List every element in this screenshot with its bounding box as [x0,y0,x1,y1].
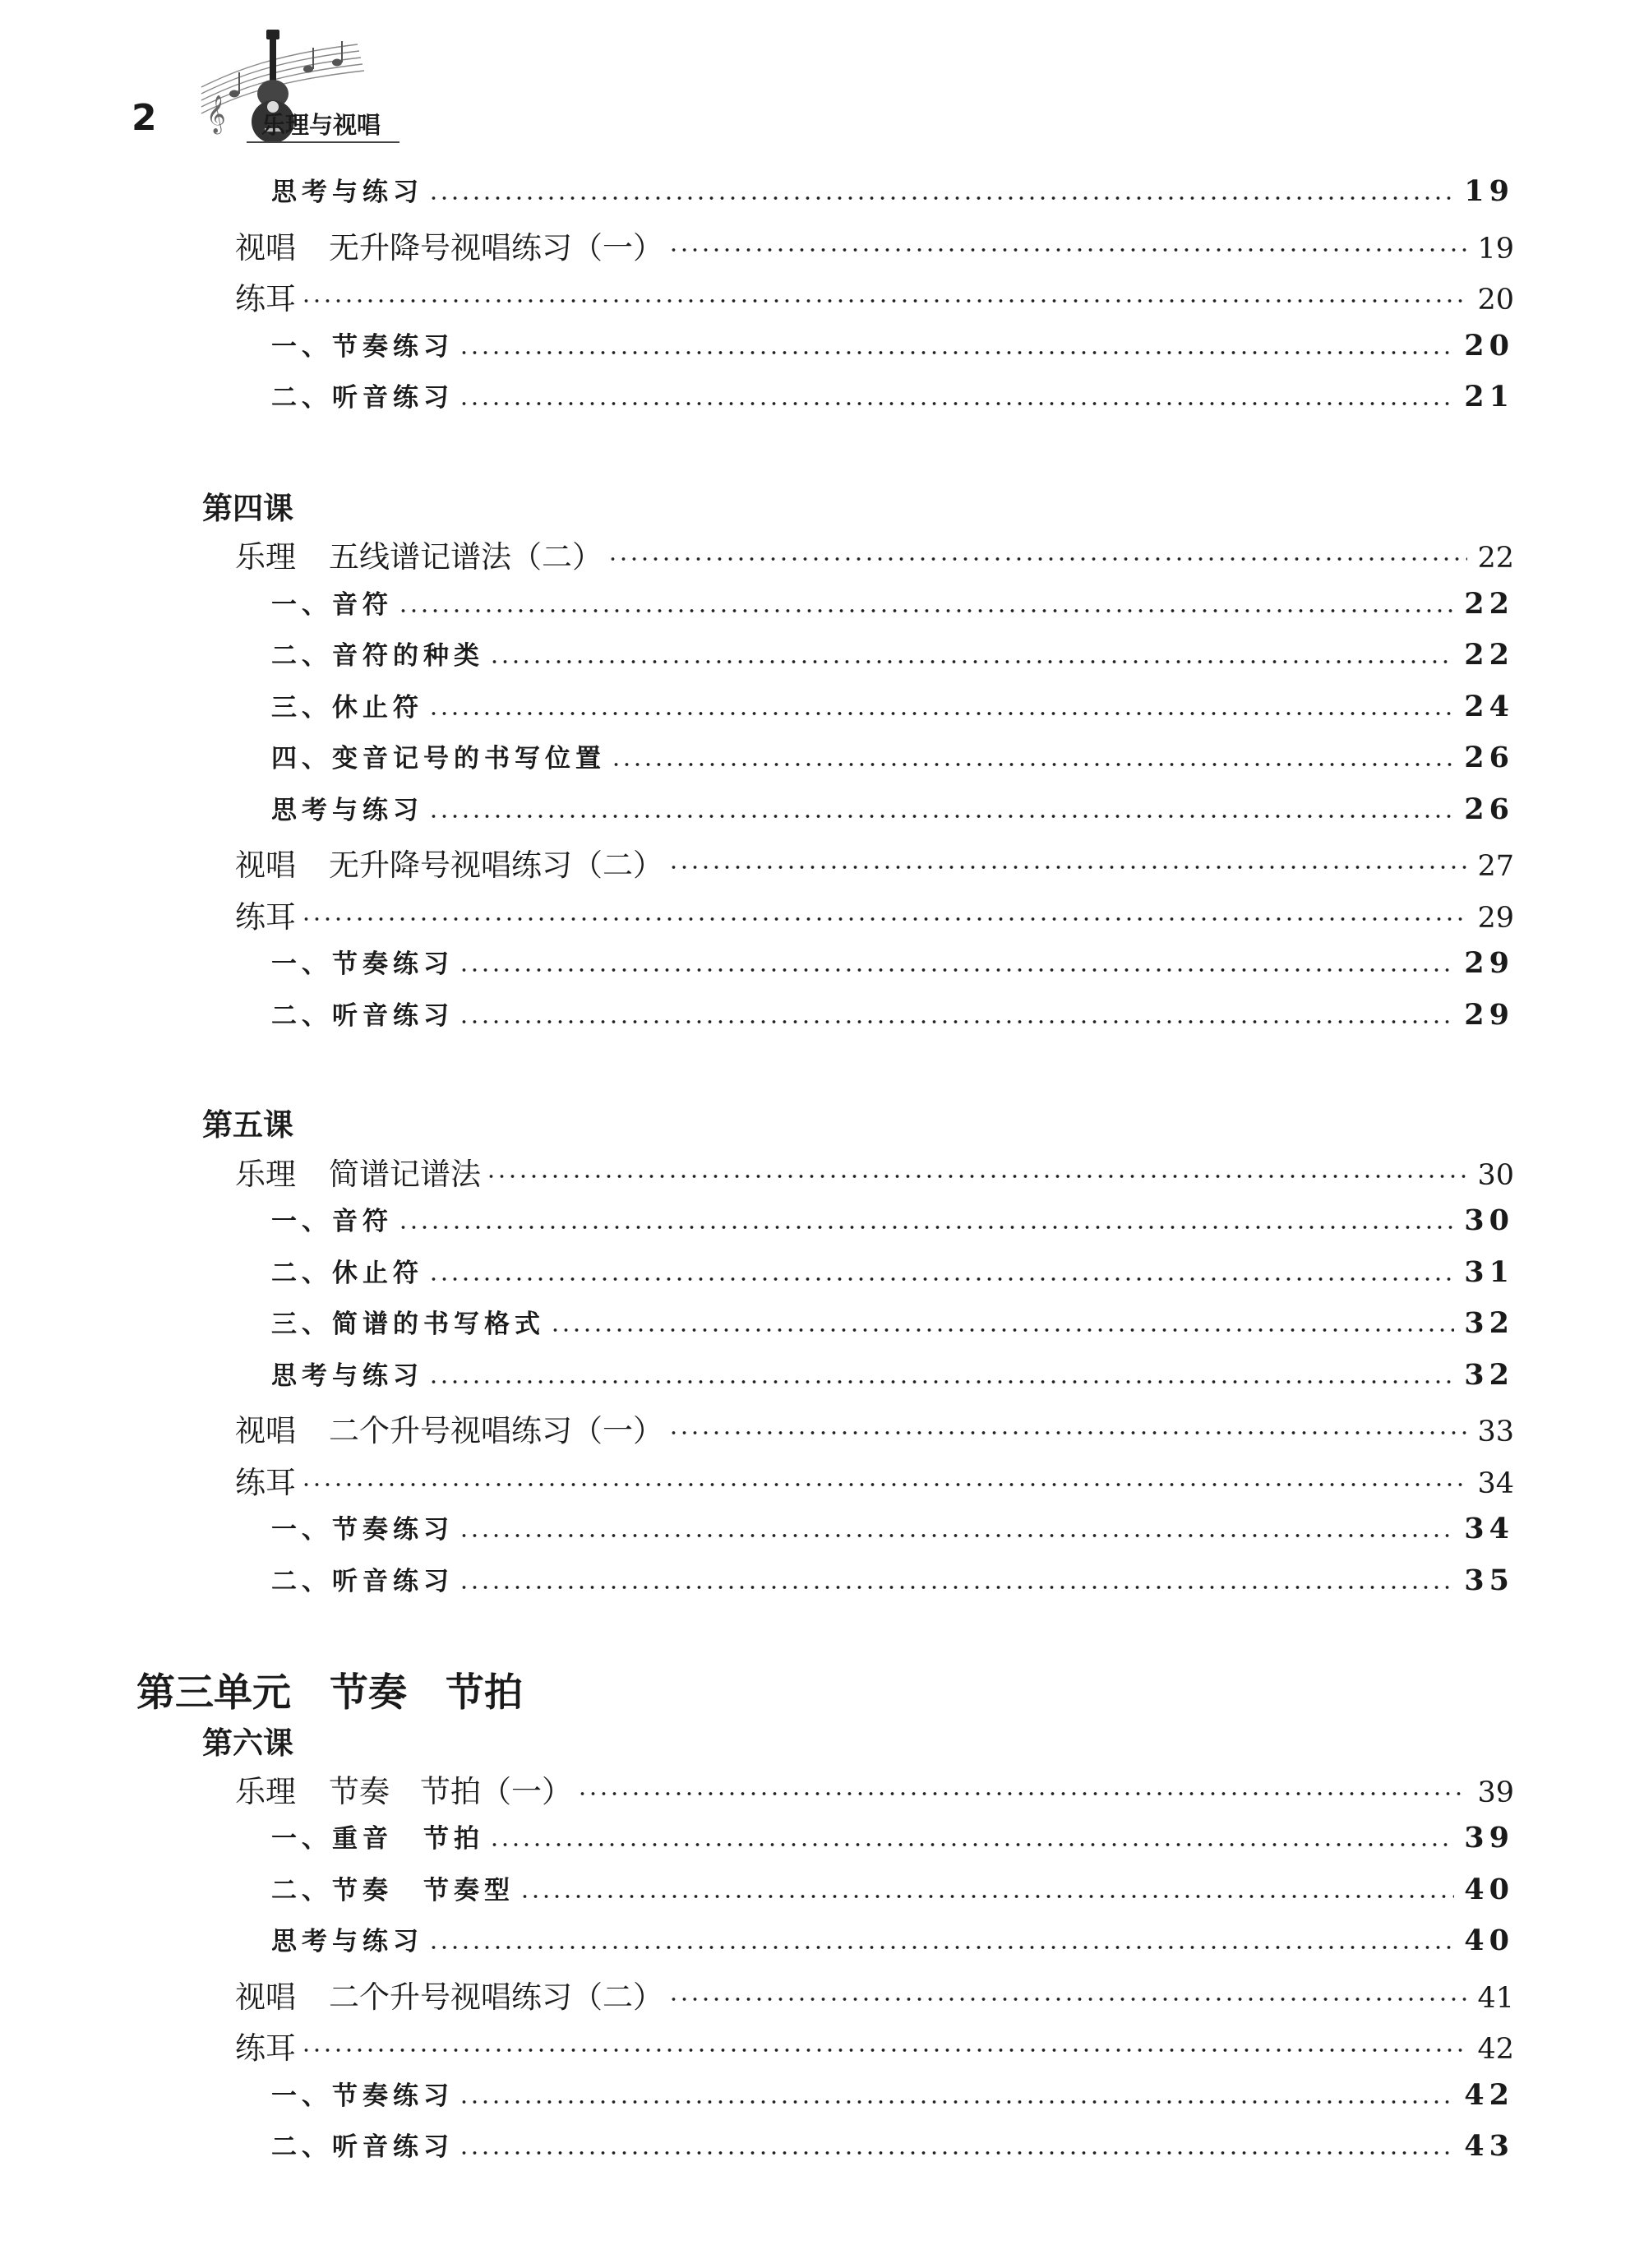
toc-entry-page: 39 [1464,1821,1514,1855]
toc-entry-page: 27 [1477,850,1514,883]
toc-entry-category: 视唱 [235,1413,296,1448]
toc-entry[interactable] [271,995,1514,1036]
toc-entry-label: 二、听音练习 [271,2132,454,2162]
toc-entry-page: 19 [1477,233,1514,266]
toc-entry-label [235,1149,481,1194]
dot-leader [489,1841,1454,1848]
toc-entry-label: 思考与练习 [271,796,423,825]
toc-entry-label: 一、节奏练习 [271,332,454,362]
dot-leader [668,247,1467,253]
toc-entry-label: 一、节奏练习 [271,1515,454,1545]
toc-entry[interactable] [235,274,1514,315]
toc-entry[interactable] [235,892,1514,933]
toc-entry-page: 35 [1464,1564,1514,1597]
toc-entry-page: 42 [1464,2078,1514,2112]
toc-entry-category: 练耳 [235,281,296,316]
toc-entry[interactable] [235,1767,1514,1808]
dot-leader [489,658,1454,665]
toc-entry-page: 30 [1477,1159,1514,1192]
toc-entry-page: 34 [1464,1512,1514,1545]
dot-leader [301,2047,1467,2053]
toc-entry-label: 思考与练习 [271,1361,423,1391]
toc-entry-category: 练耳 [235,1465,296,1500]
dot-leader [459,2150,1454,2156]
dot-leader [428,1276,1454,1282]
toc-entry-category: 乐理 [235,539,296,575]
toc-entry-title: 五线谱记谱法（二） [329,539,603,575]
lesson-heading: 第五课 [202,1107,293,1143]
dot-leader [459,1019,1454,1025]
toc-entry-title: 节奏 节拍（一） [329,1774,572,1809]
toc-entry-title: 无升降号视唱练习（二） [329,848,663,883]
toc-entry-label: 一、音符 [271,1207,393,1236]
toc-entry-page: 33 [1477,1416,1514,1448]
lesson-heading: 第四课 [202,491,293,526]
toc-entry-label: 二、音符的种类 [271,641,484,671]
toc-entry-page: 22 [1464,587,1514,621]
toc-entry-page: 34 [1477,1467,1514,1500]
toc-entry-page: 41 [1477,1982,1514,2015]
dot-leader [486,1173,1467,1180]
page-number: 2 [132,97,157,139]
toc-entry[interactable] [235,1972,1514,2013]
dot-leader [520,1893,1454,1900]
toc-entry-page: 29 [1464,998,1514,1032]
toc-entry-label [235,1767,572,1811]
toc-entry[interactable] [271,1200,1514,1241]
toc-entry[interactable] [235,223,1514,264]
toc-entry-title: 无升降号视唱练习（一） [329,230,663,266]
toc-entry-label [235,1406,663,1450]
toc-entry-page: 22 [1477,542,1514,575]
toc-entry-page: 42 [1477,2033,1514,2066]
toc-entry-page: 26 [1464,741,1514,774]
toc-entry-page: 24 [1464,690,1514,723]
toc-entry[interactable] [235,2023,1514,2064]
toc-entry-label: 二、节奏 节奏型 [271,1876,515,1905]
toc-entry-label: 一、重音 节拍 [271,1824,484,1854]
toc-entry-title: 二个升号视唱练习（一） [329,1413,663,1448]
toc-entry[interactable] [271,1869,1514,1910]
dot-leader [459,967,1454,973]
toc-entry[interactable] [271,1303,1514,1344]
dot-leader [611,761,1454,768]
toc-entry-title: 二个升号视唱练习（二） [329,1979,663,2015]
toc-entry-label [235,532,603,576]
toc-entry-page: 21 [1464,380,1514,413]
toc-entry-page: 29 [1464,946,1514,980]
toc-entry[interactable] [271,2126,1514,2167]
toc-entry-page: 20 [1477,284,1514,316]
dot-leader [577,1790,1467,1797]
toc-entry[interactable] [271,635,1514,676]
dot-leader [459,1532,1454,1539]
toc-entry-page: 30 [1464,1203,1514,1237]
lesson-heading: 第六课 [202,1725,293,1761]
toc-entry-label [235,840,663,885]
toc-entry[interactable] [271,1560,1514,1601]
toc-entry[interactable] [271,2075,1514,2116]
book-title: 乐理与视唱 [261,111,381,139]
dot-leader [607,556,1467,562]
toc-entry-category: 视唱 [235,230,296,266]
toc-entry-label [235,223,663,267]
toc-entry-page: 22 [1464,638,1514,672]
toc-entry[interactable] [271,376,1514,418]
page-header [0,0,1644,164]
toc-entry[interactable] [235,1149,1514,1190]
toc-entry-page: 32 [1464,1358,1514,1392]
dot-leader [459,1584,1454,1591]
toc-entry-label [235,1972,663,2016]
toc-entry[interactable] [271,1818,1514,1859]
dot-leader [398,607,1454,614]
dot-leader [668,864,1467,871]
dot-leader [428,813,1454,820]
toc-entry-label: 思考与练习 [271,1927,423,1956]
toc-entry[interactable] [235,532,1514,573]
toc-entry[interactable] [271,1252,1514,1293]
toc-entry-page: 40 [1464,1924,1514,1957]
toc-entry[interactable] [271,737,1514,778]
toc-entry-page: 19 [1464,174,1514,208]
toc-entry-label: 一、音符 [271,590,393,620]
toc-entry-category: 乐理 [235,1157,296,1192]
toc-entry[interactable] [271,943,1514,984]
toc-entry[interactable] [271,1355,1514,1396]
toc-entry[interactable] [271,584,1514,625]
dot-leader [428,195,1454,201]
toc-entry-page: 40 [1464,1873,1514,1906]
toc-entry-label: 思考与练习 [271,178,423,207]
dot-leader [301,1481,1467,1488]
toc-entry-label: 二、听音练习 [271,1567,454,1596]
toc-entry-label: 二、听音练习 [271,383,454,413]
dot-leader [459,349,1454,356]
toc-entry-label: 二、休止符 [271,1259,423,1288]
dot-leader [668,1430,1467,1436]
header-rule [247,141,399,143]
toc-entry[interactable] [271,1508,1514,1550]
dot-leader [428,1379,1454,1385]
dot-leader [398,1224,1454,1231]
dot-leader [459,2099,1454,2105]
toc-entry-page: 32 [1464,1306,1514,1340]
toc-entry-category: 视唱 [235,1979,296,2015]
dot-leader [668,1996,1467,2002]
toc-entry-page: 29 [1477,902,1514,935]
toc-entry-category: 练耳 [235,899,296,935]
dot-leader [428,1944,1454,1951]
toc-entry[interactable] [271,686,1514,728]
toc-entry-page: 26 [1464,792,1514,826]
toc-entry[interactable] [271,1920,1514,1961]
toc-entry-title: 简谱记谱法 [329,1157,481,1192]
toc-entry-label: 四、变音记号的书写位置 [271,744,606,774]
dot-leader [301,298,1467,304]
toc-entry-label: 一、节奏练习 [271,949,454,979]
unit-heading: 第三单元 节奏 节拍 [136,1670,523,1716]
dot-leader [428,710,1454,717]
toc-entry-label: 一、节奏练习 [271,2081,454,2111]
toc-entry[interactable] [271,171,1514,212]
svg-text:𝄞: 𝄞 [206,95,226,133]
toc-entry-page: 39 [1477,1776,1514,1809]
toc-entry-label: 三、休止符 [271,693,423,723]
dot-leader [459,400,1454,407]
toc-entry-page: 20 [1464,329,1514,363]
toc-entry[interactable] [235,1406,1514,1447]
dot-leader [301,916,1467,922]
toc-entry-label: 三、简谱的书写格式 [271,1310,545,1339]
toc-entry-category: 练耳 [235,2030,296,2066]
toc-entry[interactable] [271,789,1514,830]
toc-entry[interactable] [235,1457,1514,1499]
toc-entry-page: 43 [1464,2129,1514,2163]
toc-entry-label: 二、听音练习 [271,1001,454,1031]
toc-entry-category: 乐理 [235,1774,296,1809]
toc-entry-category: 视唱 [235,848,296,883]
toc-entry-page: 31 [1464,1255,1514,1289]
dot-leader [550,1327,1454,1333]
toc-entry[interactable] [271,326,1514,367]
toc-entry[interactable] [235,840,1514,881]
